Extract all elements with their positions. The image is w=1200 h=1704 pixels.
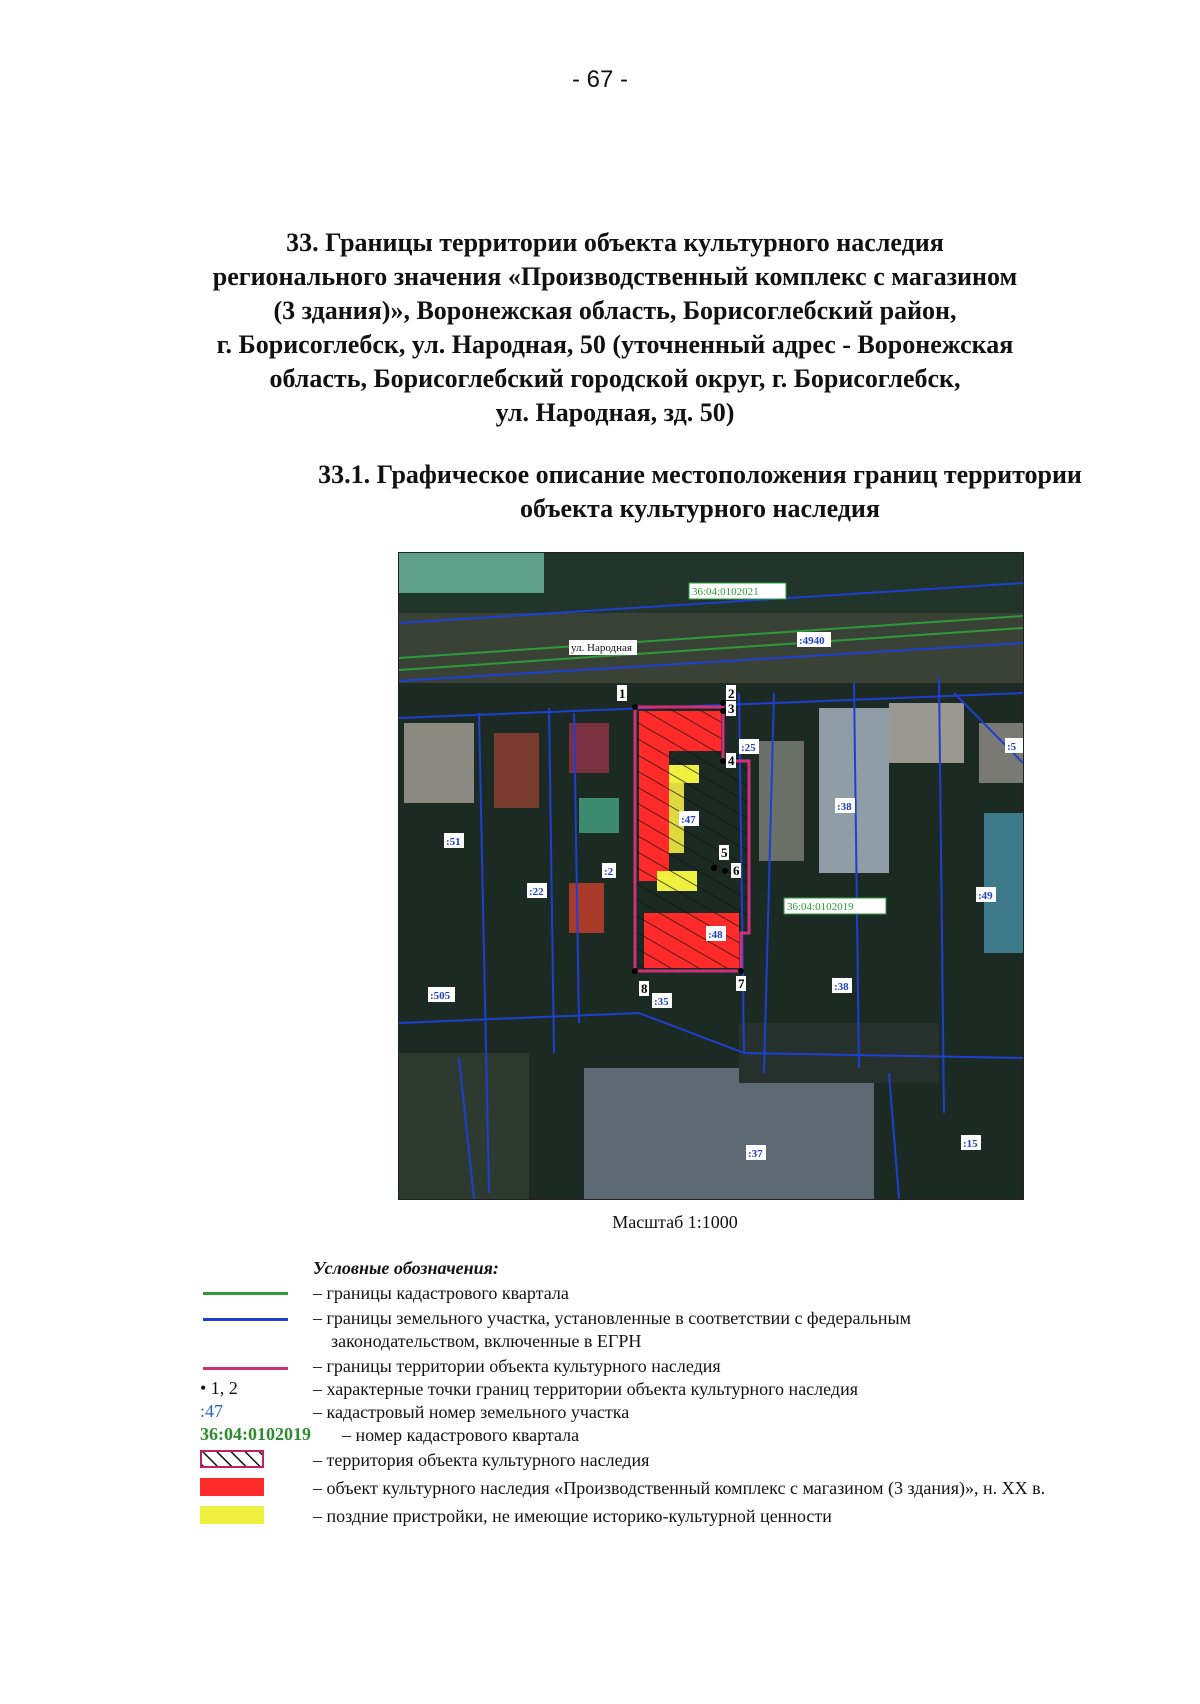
roof-building-nw: [399, 553, 544, 593]
legend-red-symbol: [200, 1478, 264, 1496]
section-title: [150, 226, 1080, 430]
boundary-point[interactable]: [711, 865, 717, 871]
legend-blue-line-symbol: [203, 1318, 288, 1321]
boundary-point[interactable]: [738, 968, 744, 974]
legend-green-line-symbol: [203, 1292, 288, 1295]
parcel-label: :51: [446, 836, 461, 848]
title-line: ул. Народная, зд. 50): [495, 398, 735, 427]
title-line: г. Борисоглебск, ул. Народная, 50 (уточненный адрес - Воронежская: [216, 330, 1014, 359]
point-label: 4: [728, 753, 735, 768]
legend-hatch-symbol: [200, 1450, 264, 1468]
parcel-label: :38: [837, 801, 852, 813]
parcel-label: :22: [529, 886, 544, 898]
point-label: 6: [733, 863, 740, 878]
legend-text: – территория объекта культурного наследия: [313, 1450, 650, 1470]
roof-building: [984, 813, 1023, 953]
boundary-point[interactable]: [720, 758, 726, 764]
legend-text: – номер кадастрового квартала: [342, 1425, 580, 1445]
legend-yellow-symbol: [200, 1506, 264, 1524]
quarter-label: 36:04:0102019: [787, 901, 854, 913]
legend-quarter-number-symbol: 36:04:0102019: [200, 1424, 311, 1444]
legend-text: – границы кадастрового квартала: [313, 1283, 569, 1303]
boundary-point[interactable]: [632, 704, 638, 710]
legend-parcel-number-symbol: :47: [200, 1401, 224, 1421]
title-line: регионального значения «Производственный комплекс с магазином: [212, 262, 1018, 291]
legend-text: – границы земельного участка, установленные в соответствии с федеральным: [313, 1308, 911, 1328]
boundary-point[interactable]: [722, 868, 728, 874]
parcel-label: :505: [430, 990, 451, 1002]
scale-text: Масштаб 1:1000: [612, 1212, 738, 1232]
roof-building: [569, 883, 604, 933]
point-label: 5: [721, 845, 728, 860]
legend-title: Условные обозначения:: [313, 1258, 499, 1278]
parcel-label: :37: [748, 1148, 763, 1160]
parcel-label: :35: [654, 996, 669, 1008]
trees-south: [399, 1053, 529, 1199]
point-label: 7: [738, 976, 745, 991]
roof-building-s: [584, 1068, 874, 1199]
legend-text: – характерные точки границ территории объекта культурного наследия: [313, 1379, 858, 1399]
parcel-label: :5: [1007, 741, 1017, 753]
title-line: область, Борисоглебский городской округ, г. Борисоглебск,: [269, 364, 961, 393]
courtyard: [759, 741, 804, 861]
street-label: ул. Народная: [571, 642, 632, 654]
cadastral-map[interactable]: [398, 552, 1024, 1200]
title-line: (3 здания)», Воронежская область, Борисоглебский район,: [273, 296, 957, 325]
quarter-label: 36:04:0102021: [692, 586, 759, 598]
parcel-label: :48: [708, 929, 723, 941]
page-number: - 67 -: [571, 66, 628, 93]
legend-text: – объект культурного наследия «Производственный комплекс с магазином (3 здания)», н. XX в.: [313, 1478, 1046, 1498]
parcel-label: :38: [834, 981, 849, 993]
roof-building: [579, 798, 619, 833]
legend-point-symbol: • 1, 2: [200, 1378, 238, 1398]
boundary-point[interactable]: [720, 700, 726, 706]
subsection-title: [250, 458, 1150, 526]
point-label: 8: [641, 981, 648, 996]
legend-text: – кадастровый номер земельного участка: [313, 1402, 630, 1422]
subtitle-line: объекта культурного наследия: [520, 494, 880, 523]
legend-pink-line-symbol: [203, 1367, 288, 1370]
point-label: 3: [728, 701, 735, 716]
parcel-label: :4940: [799, 635, 825, 647]
legend-text: – границы территории объекта культурного наследия: [313, 1356, 721, 1376]
map-canvas: [399, 553, 1023, 1199]
parcel-label: :15: [963, 1138, 978, 1150]
parcel-label: :2: [604, 866, 614, 878]
roof-building-w: [404, 723, 474, 803]
legend-text: – поздние пристройки, не имеющие историко-культурной ценности: [313, 1506, 832, 1526]
roof-building: [494, 733, 539, 808]
boundary-point[interactable]: [720, 708, 726, 714]
parcel-label: :47: [681, 814, 696, 826]
parcel-label: :49: [978, 890, 993, 902]
legend-text: законодательством, включенные в ЕГРН: [331, 1331, 642, 1351]
subtitle-line: 33.1. Графическое описание местоположения границ территории: [318, 460, 1082, 489]
roof-building: [889, 703, 964, 763]
boundary-point[interactable]: [632, 968, 638, 974]
point-label: 2: [728, 686, 735, 701]
parcel-label: :25: [741, 742, 756, 754]
point-label: 1: [619, 686, 626, 701]
title-line: 33. Границы территории объекта культурного наследия: [286, 228, 944, 257]
